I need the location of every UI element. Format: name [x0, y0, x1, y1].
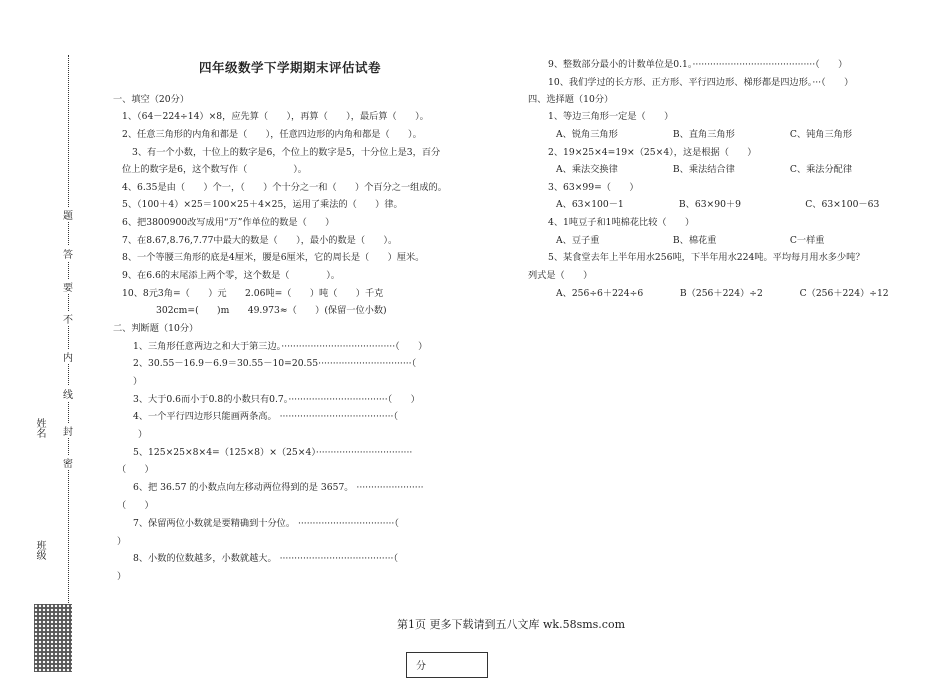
- question-line: 8、一个等腰三角形的底是4厘米，腰是6厘米，它的周长是（ ）厘米。: [122, 252, 425, 263]
- question-line: 302cm=( )m 49.973≈（ ）(保留一位小数): [156, 305, 387, 316]
- page-title: 四年级数学下学期期末评估试卷: [199, 60, 382, 75]
- seal-char: 密: [63, 455, 73, 470]
- question-line: 10、8元3角=（ ）元 2.06吨=（ ）吨（ ）千克: [122, 288, 384, 299]
- question-line: 3、有一个小数，十位上的数字是6，个位上的数字是5，十分位上是3，百分: [132, 147, 441, 158]
- seal-char: 不: [63, 311, 73, 326]
- choice-options: A、63×100－1 B、63×90＋9 C、63×100－63: [556, 199, 880, 210]
- judgement-line: ）: [117, 536, 127, 547]
- section-heading: 四、选择题（10分）: [528, 94, 614, 105]
- seal-char: 线: [63, 386, 73, 401]
- judgement-line: 3、大于0.6而小于0.8的小数只有0.7。··································（ ）: [133, 394, 420, 405]
- seal-char: 题: [63, 207, 73, 222]
- choice-options: A、锐角三角形 B、直角三角形 C、钝角三角形: [556, 129, 853, 140]
- judgement-line: 5、125×25×8×4=（125×8）×（25×4）·································: [133, 447, 413, 458]
- question-line: 5、（100＋4）×25＝100×25＋4×25，运用了乘法的（ ）律。: [122, 199, 403, 210]
- section-heading: 二、判断题（10分）: [113, 323, 199, 334]
- class-label: 班级: [34, 540, 45, 560]
- question-line: 5、某食堂去年上半年用水256吨，下半年用水224吨。平均每月用水多少吨？: [548, 252, 865, 263]
- question-line: 2、19×25×4=19×（25×4），这是根据（ ）: [548, 147, 757, 158]
- judgement-line: 10、我们学过的长方形、正方形、平行四边形、梯形都是四边形。···（ ）: [548, 77, 854, 88]
- seal-char: 要: [63, 279, 73, 294]
- judgement-line: 6、把 36.57 的小数点向左移动两位得到的是 3657。 ·······················: [133, 482, 424, 493]
- question-line: 1、等边三角形一定是（ ）: [548, 111, 674, 122]
- choice-options: A、豆子重 B、棉花重 C一样重: [556, 235, 825, 246]
- judgement-line: ）: [117, 571, 127, 582]
- judgement-line: ）: [138, 429, 148, 440]
- judgement-line: 2、30.55－16.9－6.9＝30.55－10=20.55································（: [133, 358, 417, 369]
- choice-options: A、乘法交换律 B、乘法结合律 C、乘法分配律: [556, 164, 853, 175]
- question-line: 1、（64－224÷14）×8，应先算（ ），再算（ ），最后算（ ）。: [122, 111, 429, 122]
- judgement-line: 8、小数的位数越多，小数就越大。 ·······································（: [133, 553, 399, 564]
- judgement-line: 1、三角形任意两边之和大于第三边。·······································（ ）: [133, 341, 428, 352]
- decorative-pattern-block: [34, 604, 72, 672]
- seal-char: 答: [63, 246, 73, 261]
- question-line: 4、1吨豆子和1吨棉花比较（ ）: [548, 217, 695, 228]
- judgement-line: 9、整数部分最小的计数单位是0.1。··········································（ ）: [548, 59, 848, 70]
- judgement-line: （ ）: [117, 464, 154, 475]
- seal-char: 内: [63, 349, 73, 364]
- seal-char: 封: [63, 423, 73, 438]
- question-line: 位上的数字是6，这个数写作（ ）。: [122, 164, 307, 175]
- question-line: 7、在8.67,8.76,7.77中最大的数是（ ），最小的数是（ ）。: [122, 235, 398, 246]
- question-line: 9、在6.6的末尾添上两个零，这个数是（ ）。: [122, 270, 340, 281]
- score-box: [406, 652, 488, 678]
- score-label: 分: [416, 661, 426, 672]
- section-heading: 一、填空（20分）: [113, 94, 190, 105]
- judgement-line: ）: [133, 376, 143, 387]
- question-line: 6、把3800900改写成用“万”作单位的数是（ ）: [122, 217, 335, 228]
- page-footer: 第1页 更多下载请到五八文库 wk.58sms.com: [397, 618, 625, 631]
- question-line: 2、任意三角形的内角和都是（ ），任意四边形的内角和都是（ ）。: [122, 129, 422, 140]
- question-line: 列式是（ ）: [528, 270, 593, 281]
- question-line: 3、63×99=（ ）: [548, 182, 639, 193]
- judgement-line: 4、一个平行四边形只能画两条高。 ·······································（: [133, 411, 399, 422]
- judgement-line: （ ）: [117, 500, 154, 511]
- judgement-line: 7、保留两位小数就是要精确到十分位。 ·································（: [133, 518, 399, 529]
- choice-options: A、256÷6＋224÷6 B（256＋224）÷2 C（256＋224）÷12: [556, 288, 889, 299]
- binding-dotted-line: [68, 55, 69, 603]
- question-line: 4、6.35是由（ ）个一，（ ）个十分之一和（ ）个百分之一组成的。: [122, 182, 447, 193]
- name-label: 姓名: [34, 418, 45, 438]
